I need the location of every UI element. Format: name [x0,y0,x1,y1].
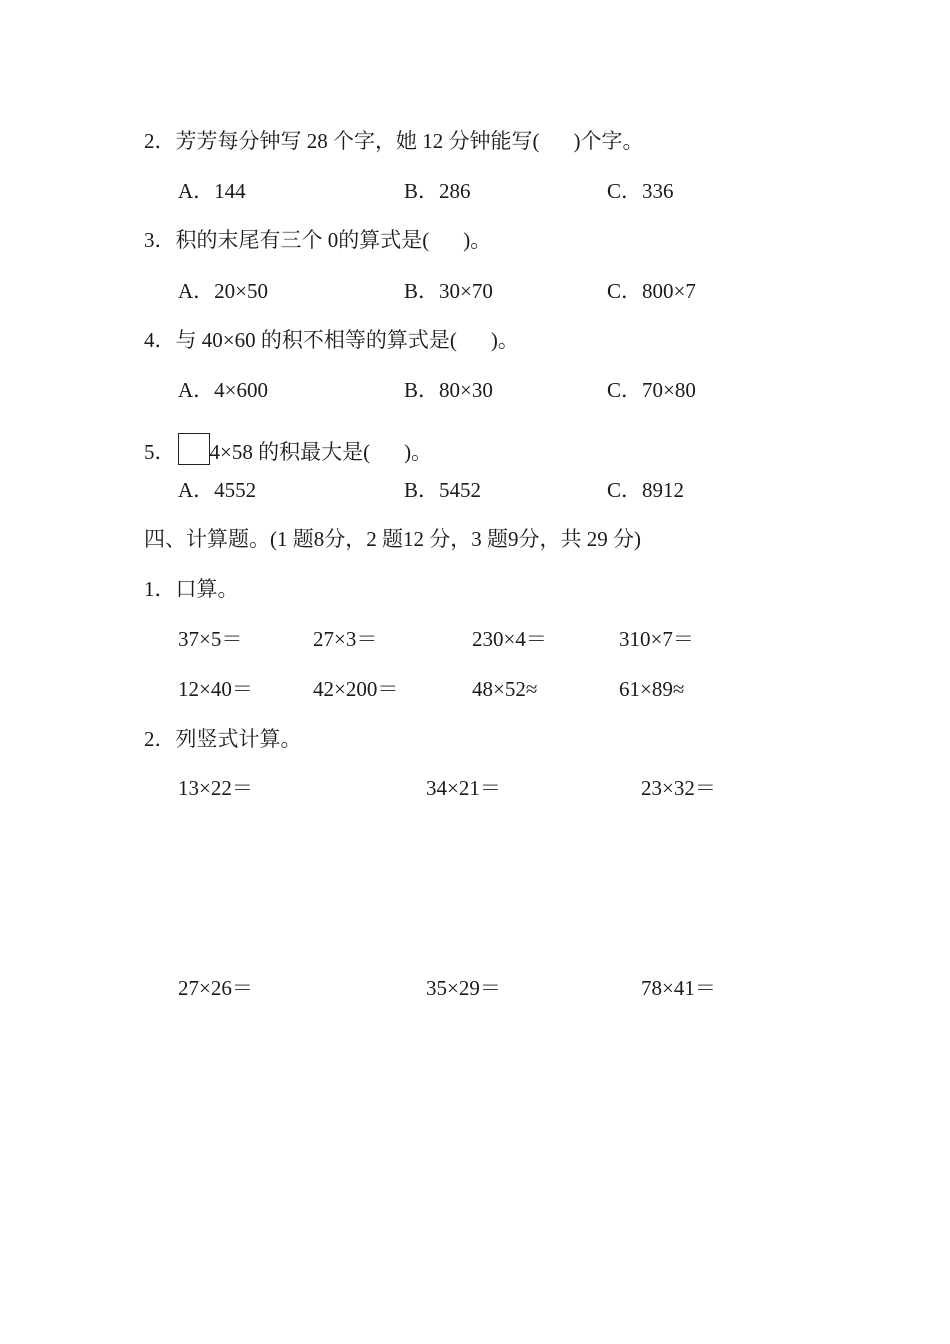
question-text: 4×58 的积最大是( [209,440,371,464]
vertical-calc-item[interactable]: 13×22＝ [178,776,253,800]
question-text: 芳芳每分钟写 28 个字，她 12 分钟能写( [175,129,540,153]
option-a[interactable]: A．4552 [178,478,257,502]
question-text: 积的末尾有三个 0的算式是( [175,228,430,252]
question-text: 与 40×60 的积不相等的算式是( [175,328,457,352]
question-number: 4． [144,328,176,352]
part-title-mental-calc: 1．口算。 [144,577,239,601]
option-a[interactable]: A．20×50 [178,279,269,303]
option-b[interactable]: B．5452 [404,478,482,502]
calc-item[interactable]: 61×89≈ [619,677,685,701]
vertical-calc-item[interactable]: 78×41＝ [641,976,716,1000]
option-a[interactable]: A．144 [178,179,246,203]
option-b[interactable]: B．286 [404,179,471,203]
calc-item[interactable]: 12×40＝ [178,677,253,701]
calc-item[interactable]: 27×3＝ [313,627,378,651]
option-b[interactable]: B．80×30 [404,378,493,402]
vertical-calc-item[interactable]: 27×26＝ [178,976,253,1000]
question-3 [144,228,491,252]
vertical-calc-item[interactable]: 35×29＝ [426,976,501,1000]
question-text-end: )。 [463,228,492,252]
calc-item[interactable]: 42×200＝ [313,677,399,701]
question-4 [144,328,519,352]
option-c[interactable]: C．336 [607,179,674,203]
option-b[interactable]: B．30×70 [404,279,493,303]
question-number: 2． [144,129,176,153]
option-c[interactable]: C．800×7 [607,279,696,303]
question-text-end: )。 [490,328,519,352]
question-2 [144,129,644,153]
option-c[interactable]: C．8912 [607,478,685,502]
calc-item[interactable]: 230×4＝ [472,627,547,651]
question-5 [144,433,432,465]
option-a[interactable]: A．4×600 [178,378,269,402]
question-number: 5． [144,440,176,464]
calc-item[interactable]: 310×7＝ [619,627,694,651]
option-c[interactable]: C．70×80 [607,378,696,402]
vertical-calc-item[interactable]: 23×32＝ [641,776,716,800]
question-number: 3． [144,228,176,252]
digit-box[interactable] [178,433,210,465]
section-heading: 四、计算题。(1 题8分，2 题12 分，3 题9分，共 29 分) [144,527,641,551]
question-text-end: )。 [404,440,433,464]
part-title-vertical-calc: 2．列竖式计算。 [144,727,302,751]
calc-item[interactable]: 48×52≈ [472,677,538,701]
calc-item[interactable]: 37×5＝ [178,627,243,651]
vertical-calc-item[interactable]: 34×21＝ [426,776,501,800]
question-text-end: )个字。 [573,129,644,153]
